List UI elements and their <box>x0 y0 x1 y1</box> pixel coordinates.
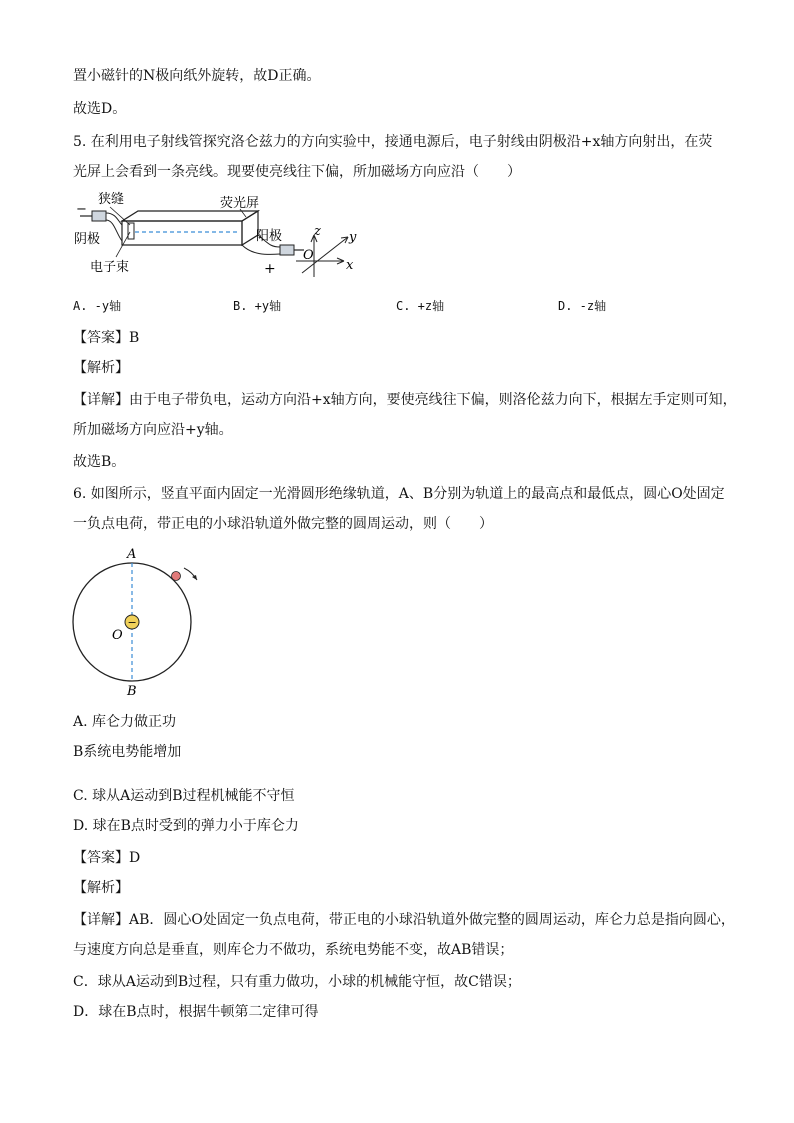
crt-figure <box>70 185 370 280</box>
q5-option-a: A. -y轴 <box>73 299 122 313</box>
screen-label: 荧光屏 <box>220 196 260 211</box>
q5-answer: 【答案】B <box>73 330 140 346</box>
point-b-label: B <box>127 684 137 699</box>
axis-origin-label: O <box>303 248 314 263</box>
q6-option-b: B系统电势能增加 <box>73 744 182 760</box>
q5-option-d: D. -z轴 <box>558 299 607 313</box>
q5-detail-cont: 所加磁场方向应沿+y轴。 <box>73 422 233 438</box>
slit-label: 狭缝 <box>98 192 125 207</box>
plus-sign: + <box>264 261 276 277</box>
q6-option-a: A. 库仑力做正功 <box>73 714 177 730</box>
beam-label: 电子束 <box>90 260 130 275</box>
text-line: 故选D。 <box>73 101 127 117</box>
q6-option-d: D. 球在B点时受到的弹力小于库仑力 <box>73 818 299 834</box>
q6-option-c: C. 球从A运动到B过程机械能不守恒 <box>73 788 295 804</box>
q6-analysis-heading: 【解析】 <box>73 880 129 896</box>
axis-y-label: y <box>349 230 357 245</box>
axis-z-label: z <box>314 224 321 239</box>
question-5-stem-cont: 光屏上会看到一条亮线。现要使亮线往下偏，所加磁场方向应沿（ ） <box>73 164 521 180</box>
anode-label: 阳极 <box>256 229 283 244</box>
text-line: 置小磁针的N极向纸外旋转，故D正确。 <box>73 68 321 84</box>
cathode-label: 阴极 <box>74 232 101 247</box>
question-6-stem-cont: 一负点电荷，带正电的小球沿轨道外做完整的圆周运动，则（ ） <box>73 516 493 532</box>
center-o-label: O <box>112 628 123 643</box>
question-6-stem: 6. 如图所示，竖直平面内固定一光滑圆形绝缘轨道，A、B分别为轨道上的最高点和最低点，圆心O处固定 <box>73 486 725 502</box>
negative-charge-sign: − <box>127 616 137 629</box>
point-a-label: A <box>127 547 137 562</box>
q6-detail: 【详解】AB．圆心O处固定一负点电荷，带正电的小球沿轨道外做完整的圆周运动，库仑力总是指向圆心， <box>73 912 735 928</box>
axis-x-label: x <box>346 258 354 273</box>
q5-option-b: B. +y轴 <box>233 299 282 313</box>
q6-detail-cont: 与速度方向总是垂直，则库仑力不做功，系统电势能不变，故AB错误； <box>73 942 514 958</box>
q6-answer: 【答案】D <box>73 850 141 866</box>
q5-choose: 故选B。 <box>73 454 126 470</box>
circular-track-figure <box>64 542 214 702</box>
minus-sign: − <box>76 202 87 217</box>
q5-analysis-heading: 【解析】 <box>73 360 129 376</box>
q6-detail-d: D．球在B点时，根据牛顿第二定律可得 <box>73 1004 319 1020</box>
question-5-stem: 5. 在利用电子射线管探究洛仑兹力的方向实验中，接通电源后，电子射线由阴极沿+x轴方向射出，在荧 <box>73 134 713 150</box>
q5-option-c: C. +z轴 <box>396 299 445 313</box>
q5-detail: 【详解】由于电子带负电，运动方向沿+x轴方向，要使亮线往下偏，则洛伦兹力向下，根据左手定则可知， <box>73 392 737 408</box>
q6-detail-c: C．球从A运动到B过程，只有重力做功，小球的机械能守恒，故C错误； <box>73 974 521 990</box>
